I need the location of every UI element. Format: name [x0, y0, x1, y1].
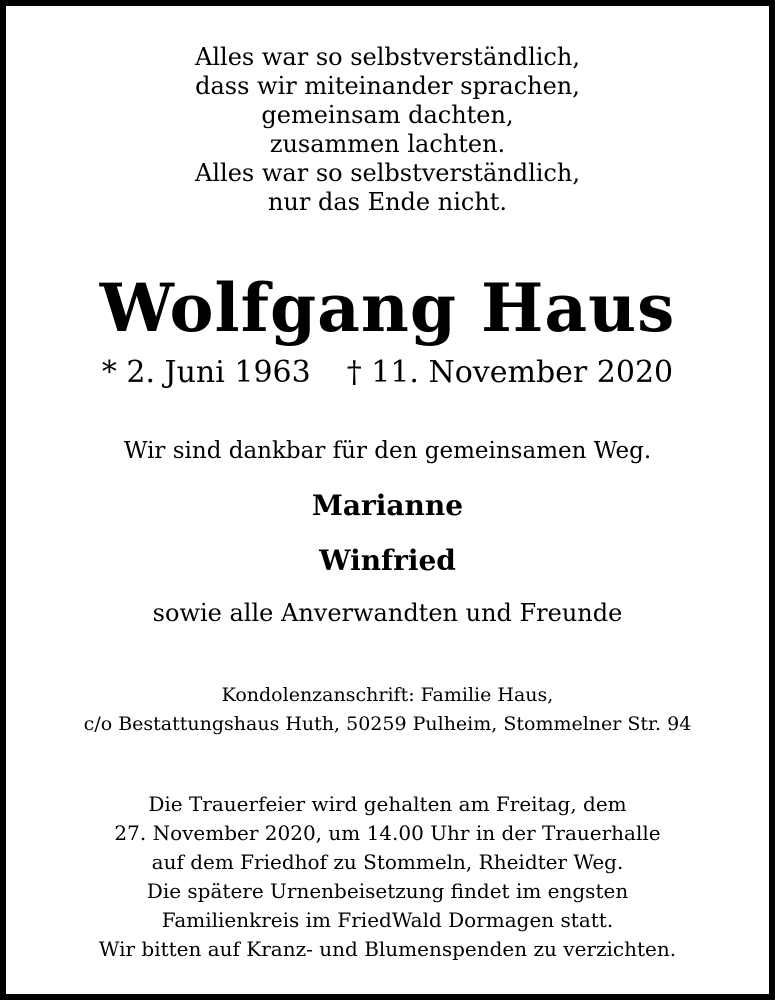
- poem-line: nur das Ende nicht.: [267, 188, 508, 216]
- service-info-line: Wir bitten auf Kranz- und Blumenspenden zu verzichten.: [98, 937, 677, 961]
- condolence-address-line: Kondolenzanschrift: Familie Haus,: [221, 684, 554, 706]
- service-info-line: Familienkreis im FriedWald Dormagen statt.: [161, 908, 614, 932]
- condolence-address-line: c/o Bestattungshaus Huth, 50259 Pulheim, Stommelner Str. 94: [83, 713, 692, 735]
- birth-date: * 2. Juni 1963: [101, 355, 311, 390]
- mourner-name: Marianne: [311, 489, 464, 522]
- poem-line: Alles war so selbstverständlich,: [195, 43, 580, 71]
- poem-line: Alles war so selbstverständlich,: [195, 159, 580, 187]
- thanks-line: Wir sind dankbar für den gemeinsamen Weg.: [123, 438, 652, 464]
- service-info-line: 27. November 2020, um 14.00 Uhr in der Trauerhalle: [114, 821, 661, 845]
- relatives-line: sowie alle Anverwandten und Freunde: [152, 599, 623, 627]
- mourner-name: Winfried: [319, 544, 456, 577]
- service-info-line: Die Trauerfeier wird gehalten am Freitag, dem: [148, 792, 627, 816]
- death-date: † 11. November 2020: [346, 355, 674, 390]
- service-info-line: auf dem Friedhof zu Stommeln, Rheidter Weg.: [151, 850, 624, 874]
- poem-line: zusammen lachten.: [269, 130, 506, 158]
- poem-line: dass wir miteinander sprachen,: [195, 72, 580, 100]
- deceased-name: Wolfgang Haus: [99, 269, 676, 347]
- poem-line: gemeinsam dachten,: [261, 101, 514, 129]
- service-info-line: Die spätere Urnenbeisetzung findet im engsten: [146, 879, 629, 903]
- life-dates: [6, 355, 769, 391]
